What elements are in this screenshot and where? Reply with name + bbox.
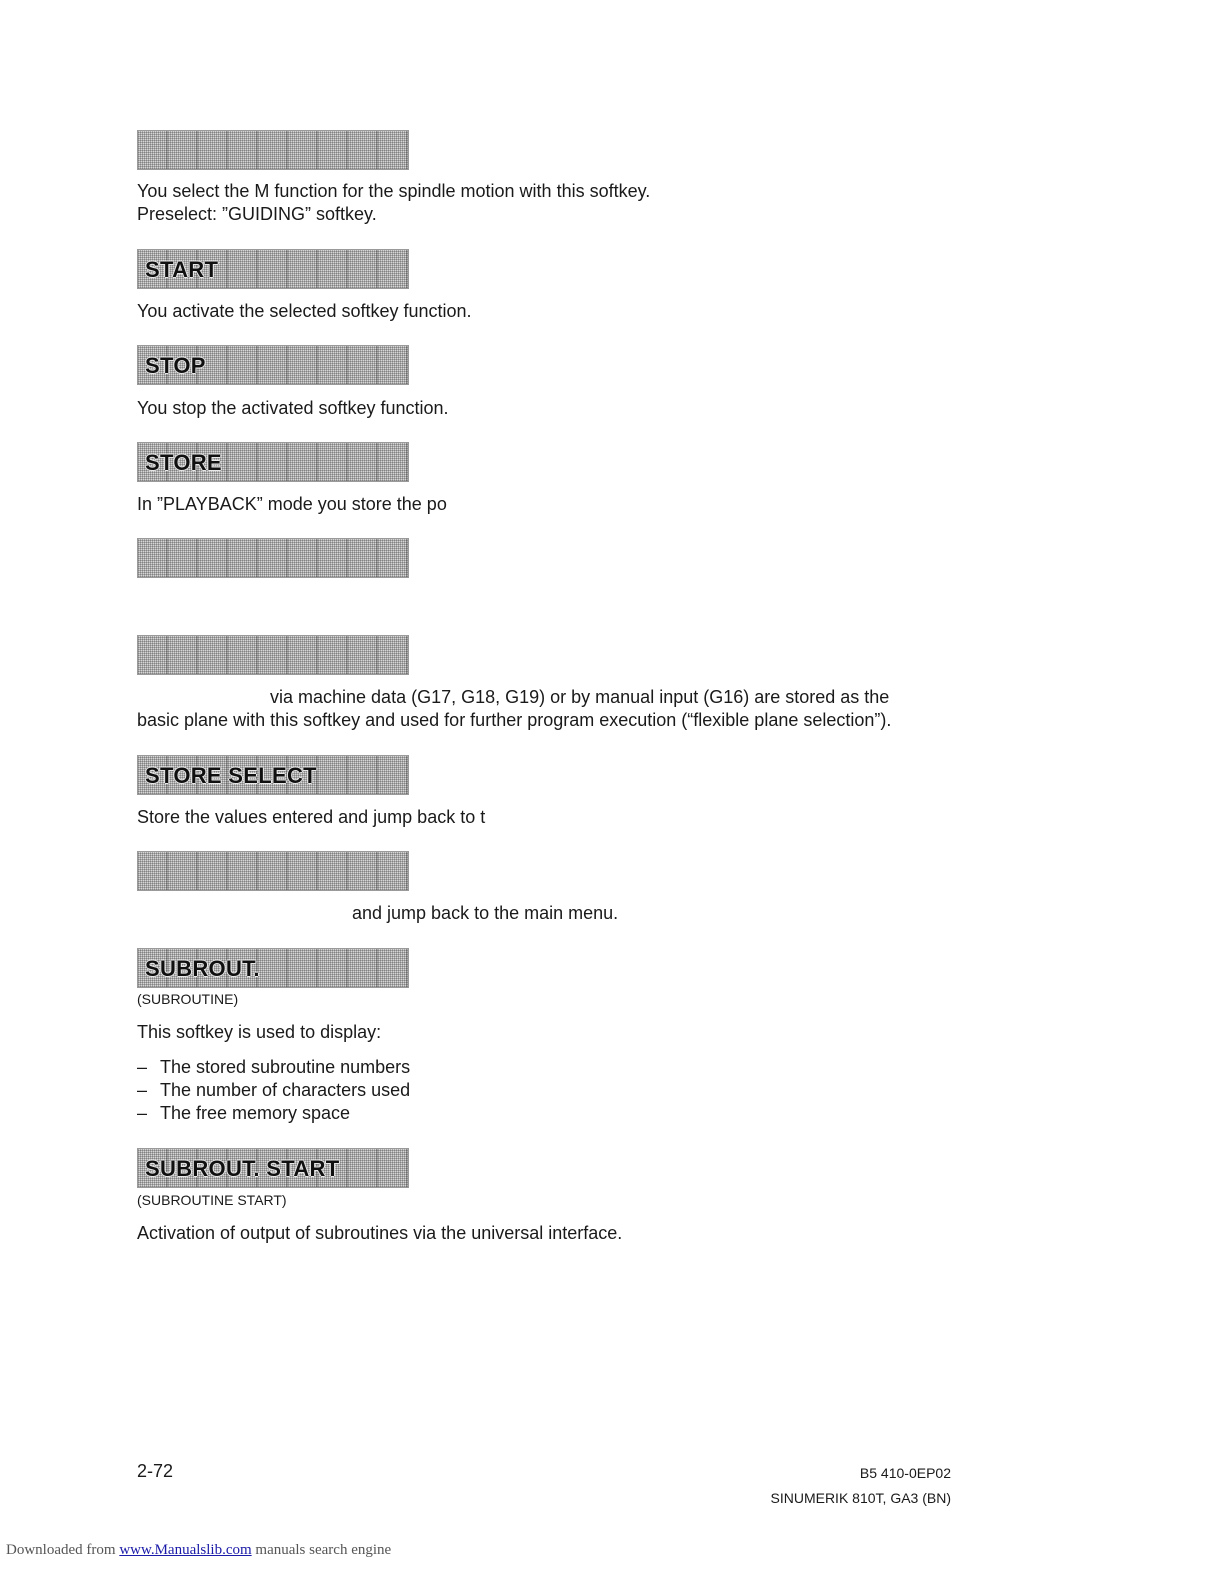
softkey-label: STORE	[145, 450, 222, 475]
bullet-marker: –	[137, 1057, 148, 1077]
bullet-text: The number of characters used	[160, 1080, 411, 1100]
description-line: This softkey is used to display:	[137, 1022, 382, 1042]
softkey-blank	[137, 538, 409, 578]
softkey-start	[137, 249, 409, 289]
download-prefix: Downloaded from	[6, 1542, 116, 1558]
description-line: Preselect: ”GUIDING” softkey.	[137, 204, 377, 224]
softkey-store-select	[137, 755, 409, 795]
description-line: In ”PLAYBACK” mode you store the po	[137, 494, 447, 514]
softkey-subroutine-start	[137, 1148, 409, 1188]
description-line: You stop the activated softkey function.	[137, 398, 449, 418]
description-line: You activate the selected softkey function.	[137, 301, 472, 321]
description-line: basic plane with this softkey and used for further program execution (“flexible plane selection”).	[137, 710, 892, 730]
manualslib-link[interactable]: www.Manualslib.com	[119, 1542, 252, 1558]
softkey-subtitle: (SUBROUTINE START)	[137, 1192, 287, 1208]
description-line: via machine data (G17, G18, G19) or by manual input (G16) are stored as the	[270, 687, 890, 707]
doc-code: B5 410-0EP02	[859, 1465, 951, 1481]
softkey-store	[137, 442, 409, 482]
bullet-text: The free memory space	[160, 1103, 351, 1123]
softkey-subroutine	[137, 948, 409, 988]
download-suffix: manuals search engine	[255, 1542, 392, 1558]
description-line: and jump back to the main menu.	[352, 903, 619, 923]
softkey-label: STORE SELECT	[145, 763, 317, 788]
description-line: Store the values entered and jump back to t	[137, 807, 486, 827]
bullet-marker: –	[137, 1080, 148, 1100]
bullet-item	[137, 1056, 410, 1079]
description-line: You select the M function for the spindle motion with this softkey.	[137, 181, 651, 201]
softkey-plane-selection	[137, 635, 409, 675]
softkey-subtitle: (SUBROUTINE)	[137, 991, 239, 1007]
doc-title: SINUMERIK 810T, GA3 (BN)	[770, 1490, 951, 1506]
bullet-item	[137, 1079, 410, 1102]
softkey-label: START	[145, 257, 219, 282]
softkey-spindle-m-function	[137, 130, 409, 170]
softkey-stop	[137, 345, 409, 385]
softkey-label: SUBROUT. START	[145, 1156, 340, 1181]
softkey-label: SUBROUT.	[145, 956, 260, 981]
softkey-blank-2	[137, 851, 409, 891]
bullet-text: The stored subroutine numbers	[160, 1057, 411, 1077]
bullet-item	[137, 1102, 350, 1125]
bullet-marker: –	[137, 1103, 148, 1123]
page-number: 2-72	[137, 1461, 174, 1481]
download-banner	[6, 1542, 391, 1559]
softkey-label: STOP	[145, 353, 206, 378]
description-line: Activation of output of subroutines via the universal interface.	[137, 1223, 623, 1243]
